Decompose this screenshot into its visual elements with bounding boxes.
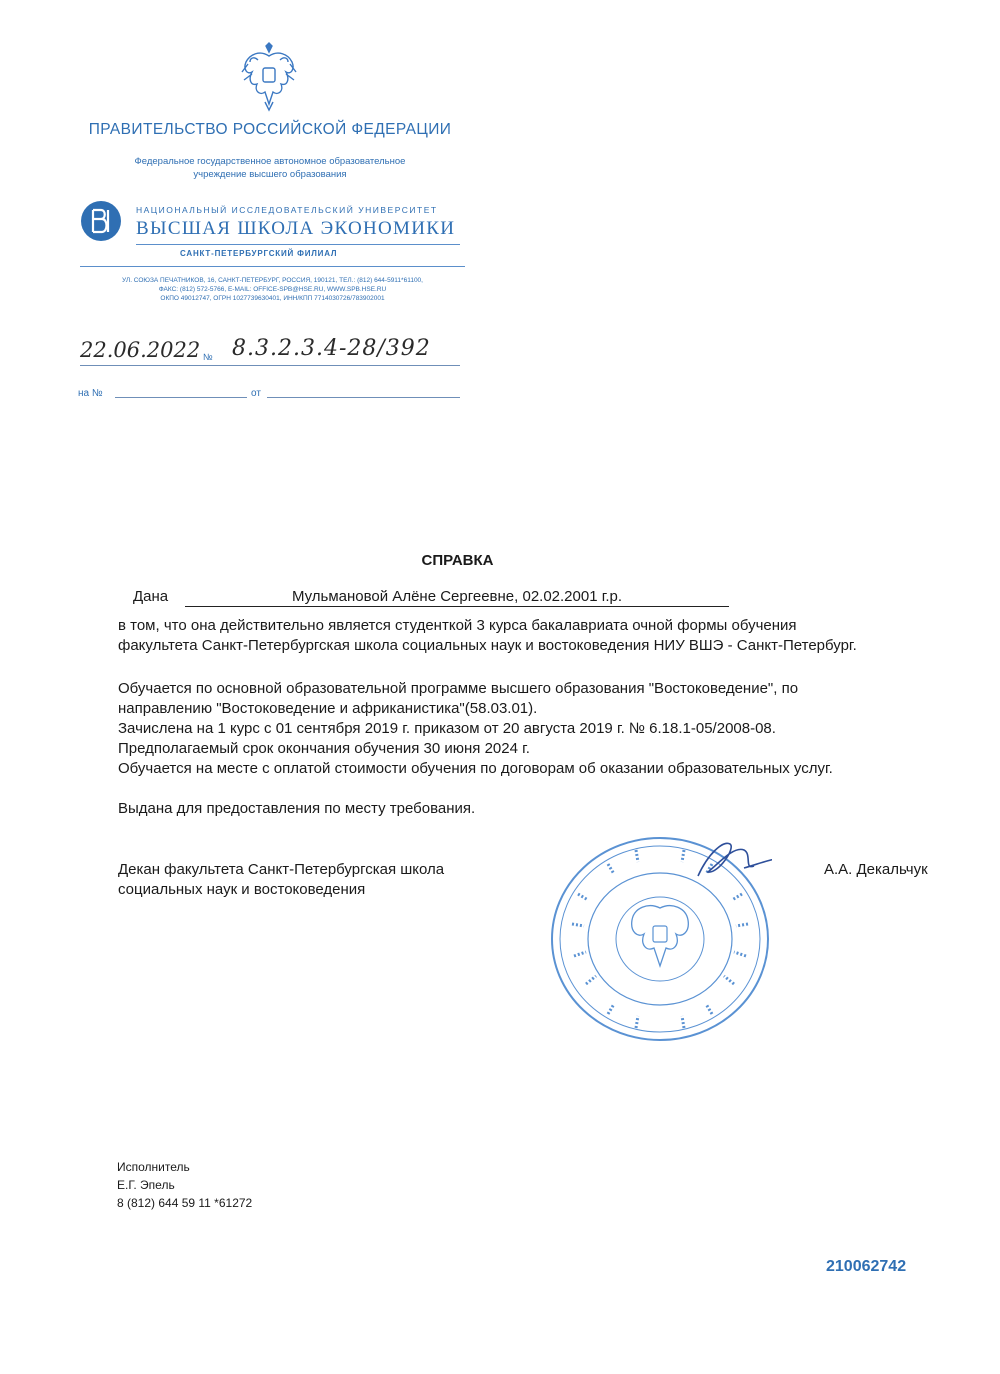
paragraph-1: [118, 616, 857, 656]
divider: [115, 397, 247, 398]
text-line: социальных наук и востоковедения: [118, 881, 366, 898]
text-line: Обучается по основной образовательной программе высшего образования "Востоковедение", по: [118, 680, 799, 697]
executor-block: [117, 1158, 252, 1212]
double-headed-eagle-icon: [238, 42, 300, 112]
institution-type: [80, 155, 460, 181]
registration-number: 8.3.2.3.4-28/392: [232, 336, 431, 361]
text-line: Декан факультета Санкт-Петербургская школа: [118, 861, 445, 878]
text-line: направлению "Востоковедение и африканистика"(58.03.01).: [118, 700, 538, 717]
text-line: Предполагаемый срок окончания обучения 30 июня 2024 г.: [118, 740, 530, 757]
government-title: ПРАВИТЕЛЬСТВО РОССИЙСКОЙ ФЕДЕРАЦИИ: [88, 121, 452, 138]
executor-phone: 8 (812) 644 59 11 *61272: [117, 1196, 253, 1210]
paragraph-2: [118, 679, 833, 779]
recipient-underline: [185, 606, 729, 607]
address-block: [80, 276, 465, 303]
registration-date: 22.06.2022: [80, 338, 201, 362]
registration-number-label: №: [203, 352, 213, 362]
university-name: ВЫСШАЯ ШКОЛА ЭКОНОМИКИ: [136, 218, 456, 239]
address-line-3: ОКПО 49012747, ОГРН 1027739630401, ИНН/КПП 7714030726/783902001: [160, 295, 385, 302]
given-label: Дана: [133, 588, 169, 605]
official-round-stamp-icon: [548, 834, 772, 1044]
text-line: Обучается на месте с оплатой стоимости обучения по договорам об оказании образовательных услуг.: [118, 760, 833, 777]
paragraph-3: Выдана для предоставления по месту требования.: [118, 800, 476, 817]
address-line-2: ФАКС: (812) 572-5766, E-MAIL: OFFICE-SPB@HSE.RU, WWW.SPB.HSE.RU: [158, 286, 387, 293]
from-label: от: [251, 388, 261, 399]
text-line: Зачислена на 1 курс с 01 сентября 2019 г. приказом от 20 августа 2019 г. № 6.18.1-05/2008-08.: [118, 720, 776, 737]
institution-line-2: учреждение высшего образования: [193, 169, 347, 180]
executor-name: Е.Г. Эпель: [117, 1178, 175, 1192]
university-type: НАЦИОНАЛЬНЫЙ ИССЛЕДОВАТЕЛЬСКИЙ УНИВЕРСИТЕТ: [136, 205, 438, 215]
text-line: факультета Санкт-Петербургская школа социальных наук и востоковедения НИУ ВШЭ - Санкт-Петербург.: [118, 637, 857, 654]
divider: [136, 244, 460, 245]
institution-line-1: Федеральное государственное автономное образовательное: [134, 156, 406, 167]
divider: [80, 266, 465, 267]
hse-logo-icon: [80, 200, 122, 242]
address-line-1: УЛ. СОЮЗА ПЕЧАТНИКОВ, 16, САНКТ-ПЕТЕРБУРГ, РОССИЯ, 190121, ТЕЛ.: (812) 644-5911*61100,: [122, 277, 423, 284]
text-line: в том, что она действительно является студенткой 3 курса бакалавриата очной формы обучения: [118, 617, 797, 634]
signatory-name: А.А. Декальчук: [824, 861, 928, 878]
reference-label: на №: [78, 388, 103, 399]
document-title: СПРАВКА: [421, 552, 494, 569]
divider: [80, 365, 460, 366]
recipient-name: Мульмановой Алёне Сергеевне, 02.02.2001 г.р.: [291, 588, 623, 605]
serial-number: 210062742: [826, 1258, 907, 1275]
divider: [267, 397, 460, 398]
signatory-position: [118, 860, 444, 900]
branch-name: САНКТ-ПЕТЕРБУРГСКИЙ ФИЛИАЛ: [180, 249, 338, 258]
executor-label: Исполнитель: [117, 1160, 190, 1174]
